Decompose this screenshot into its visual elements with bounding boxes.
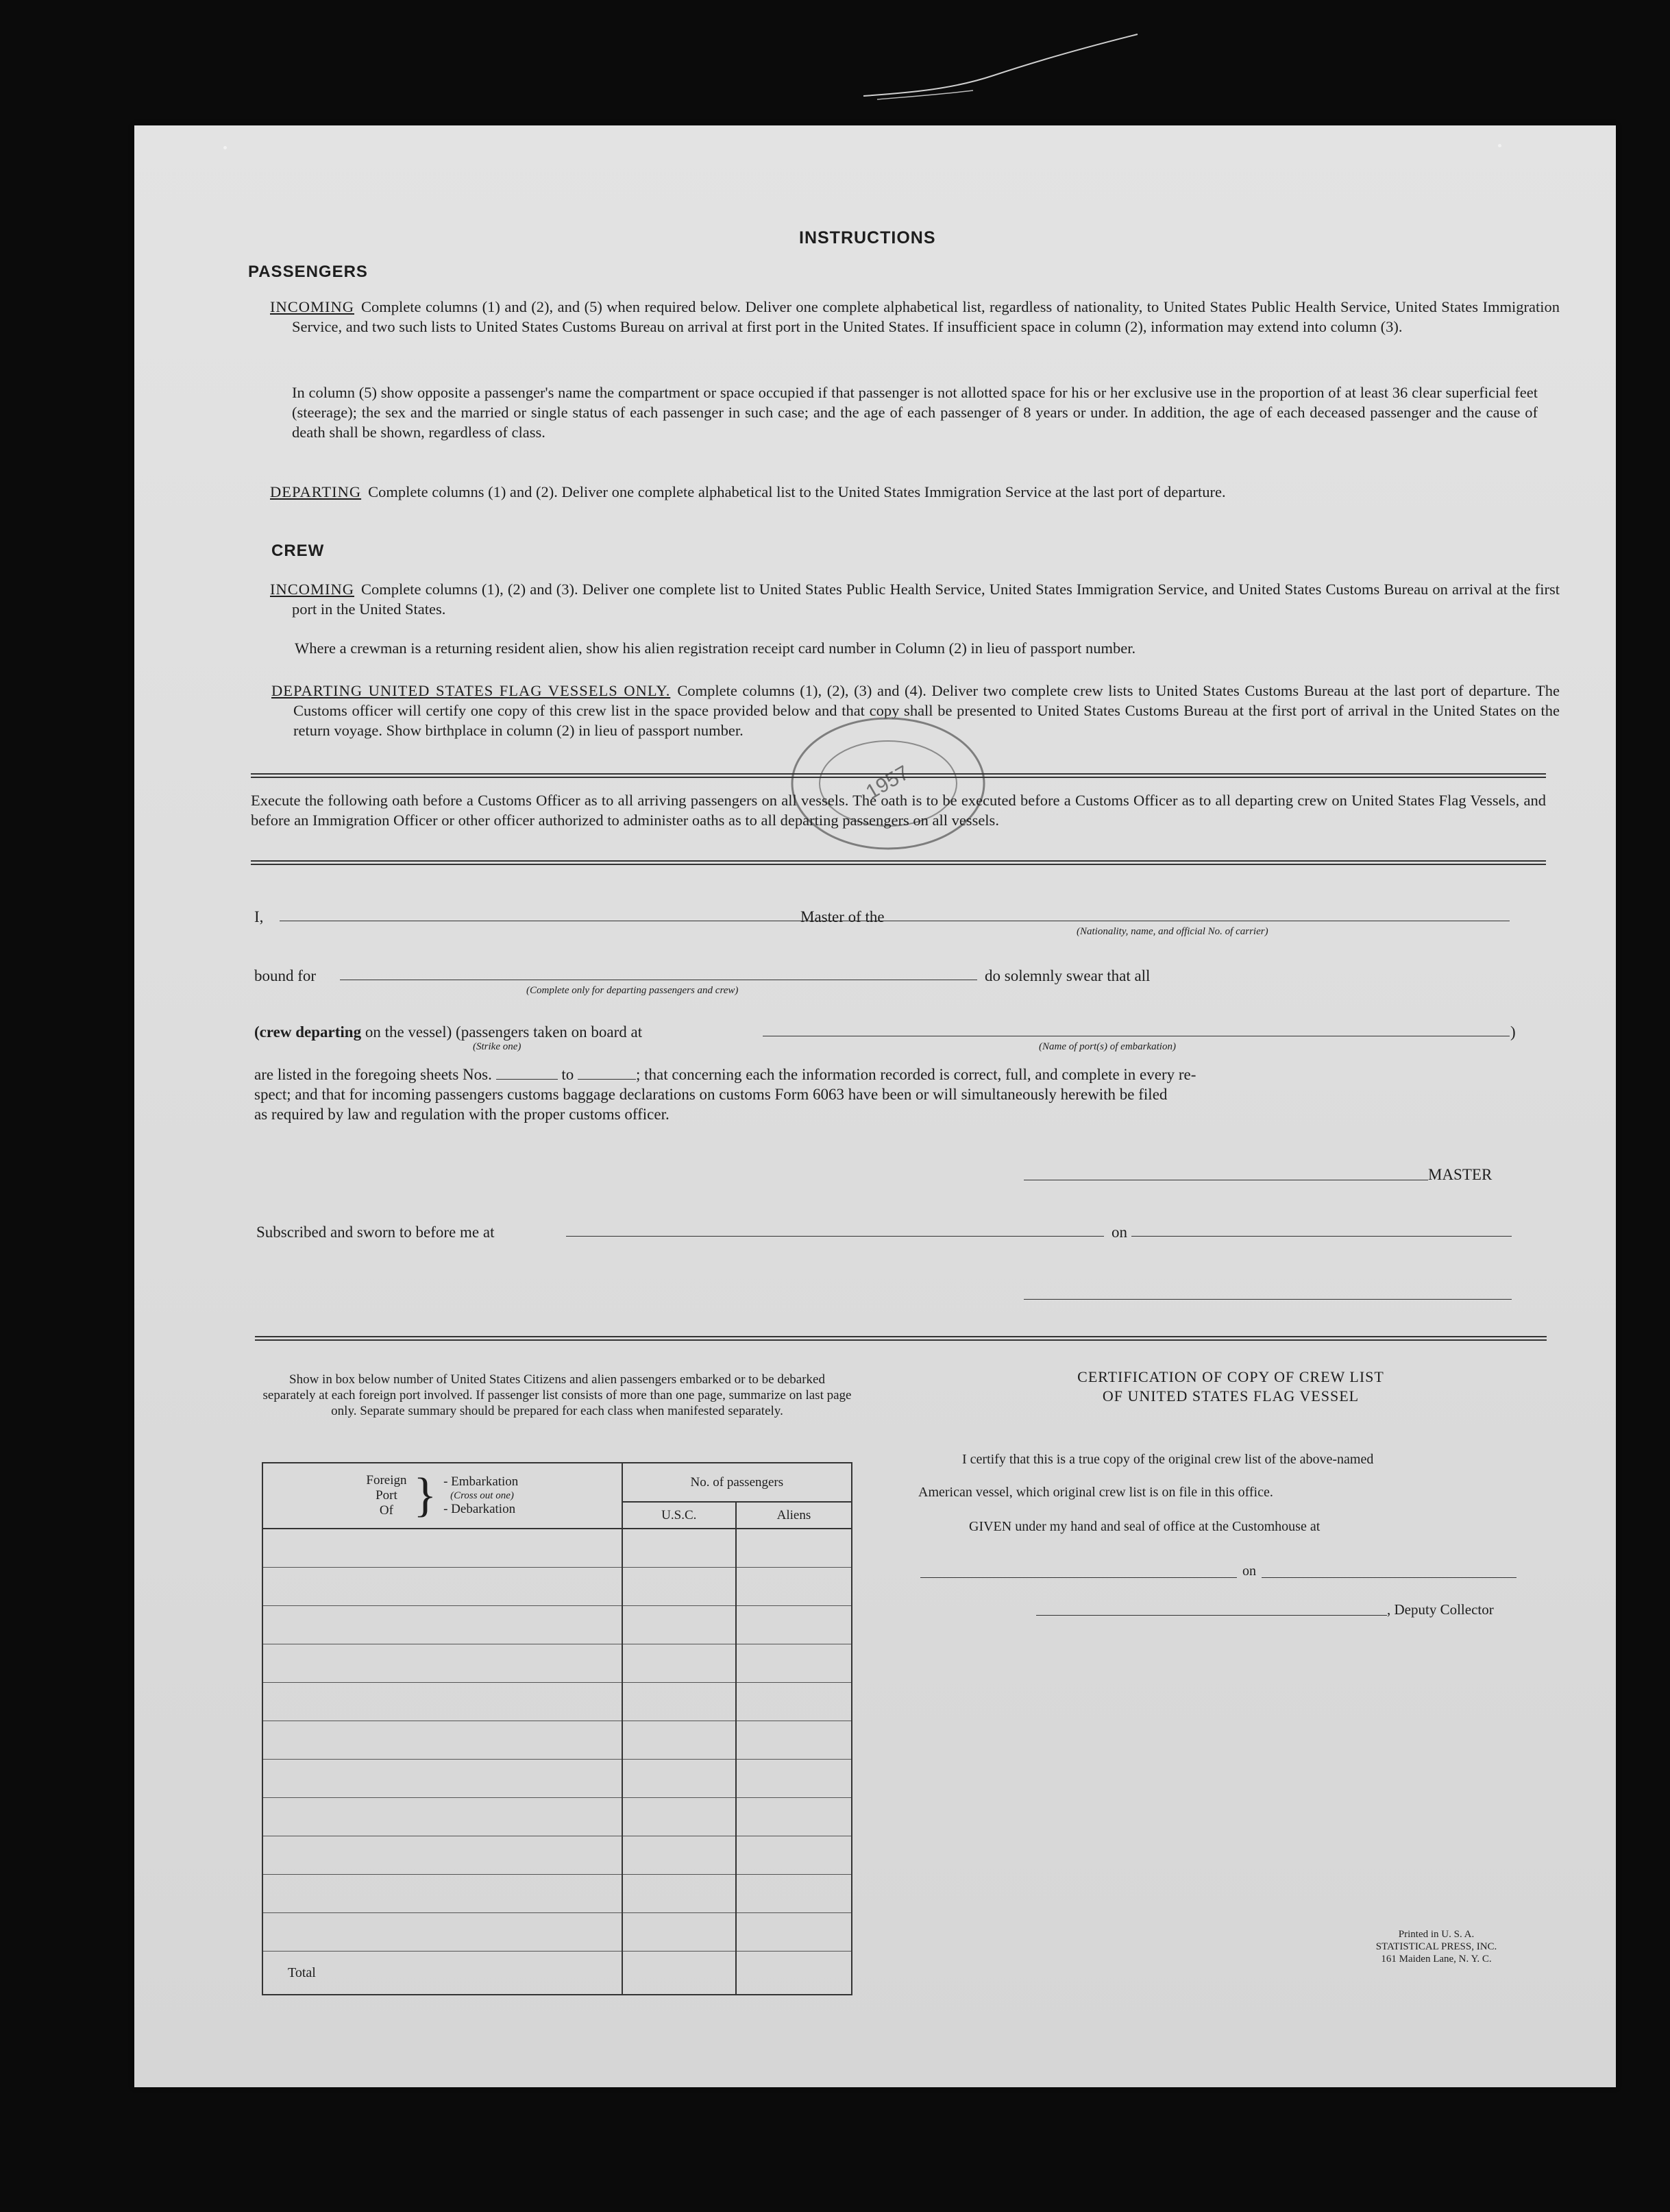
- section-divider: [251, 860, 1546, 865]
- crew-incoming-text: Complete columns (1), (2) and (3). Deliver one complete list to United States Public Health Service, United States Immigration Service, and United States Customs Bureau on arrival at the first port in the United States.: [292, 581, 1560, 618]
- sworn-on-label: on: [1112, 1224, 1127, 1241]
- usc-header: U.S.C.: [622, 1502, 736, 1529]
- on-the-vessel-text: on the vessel) (passengers taken on board at: [365, 1023, 643, 1041]
- section-divider: [255, 1336, 1547, 1341]
- summary-row: [262, 1875, 852, 1913]
- aliens-cell[interactable]: [736, 1721, 852, 1760]
- port-cell[interactable]: [262, 1683, 622, 1721]
- aliens-cell[interactable]: [736, 1913, 852, 1952]
- summary-row: [262, 1568, 852, 1606]
- total-label: Total: [262, 1952, 622, 1995]
- summary-row: [262, 1798, 852, 1836]
- usc-cell[interactable]: [622, 1798, 736, 1836]
- usc-cell[interactable]: [622, 1721, 736, 1760]
- summary-row: [262, 1721, 852, 1760]
- printer-line2: STATISTICAL PRESS, INC.: [1375, 1941, 1497, 1952]
- summary-row: [262, 1836, 852, 1875]
- close-paren: ): [1510, 1023, 1516, 1041]
- total-usc-cell[interactable]: [622, 1952, 736, 1995]
- crew-passenger-line: [254, 1023, 642, 1041]
- master-label: MASTER: [1428, 1166, 1493, 1183]
- usc-cell[interactable]: [622, 1836, 736, 1875]
- aliens-header: Aliens: [736, 1502, 852, 1529]
- aliens-cell[interactable]: [736, 1798, 852, 1836]
- usc-cell[interactable]: [622, 1529, 736, 1568]
- foreign-port-of-label: [366, 1473, 406, 1518]
- crew-heading: CREW: [271, 542, 325, 560]
- aliens-cell[interactable]: [736, 1760, 852, 1798]
- listed-line-1: [254, 1066, 1196, 1084]
- debarkation-label[interactable]: - Debarkation: [443, 1502, 516, 1516]
- port-cell[interactable]: [262, 1529, 622, 1568]
- crew-departing-text: Complete columns (1), (2), (3) and (4). Deliver two complete crew lists to United States Customs Bureau at the last port of departure. The Customs officer will certify one copy of this crew list in the space provided below and that copy shall be presented to United States Customs Bureau at the first port of arrival in the United States on the return voyage. Show birthplace in column (2) in lieu of passport number.: [293, 682, 1560, 739]
- column5-paragraph: In column (5) show opposite a passenger's name the compartment or space occupied if that passenger is not allotted space for his or her exclusive use in the proportion of at least 36 clear superficial feet (steerage); the sex and the married or single status of each passenger in such case; and the age of each passenger of 8 years or under. In addition, the age of each deceased passenger and the cause of death shall be shown, regardless of class.: [292, 384, 1538, 441]
- master-of-the-label: Master of the: [800, 908, 885, 925]
- pencil-scrawl: [857, 27, 1144, 110]
- subscribed-label: Subscribed and sworn to before me at: [256, 1224, 495, 1241]
- listed-text-1: are listed in the foregoing sheets Nos.: [254, 1066, 492, 1083]
- port-cell[interactable]: [262, 1913, 622, 1952]
- port-cell[interactable]: [262, 1644, 622, 1683]
- usc-cell[interactable]: [622, 1606, 736, 1644]
- embarkation-label[interactable]: - Embarkation: [443, 1474, 519, 1489]
- certification-title-line1: CERTIFICATION OF COPY OF CREW LIST: [1077, 1368, 1384, 1385]
- usc-cell[interactable]: [622, 1760, 736, 1798]
- certification-title: [1025, 1368, 1436, 1406]
- cross-out-caption: (Cross out one): [450, 1490, 514, 1501]
- aliens-cell[interactable]: [736, 1529, 852, 1568]
- aliens-cell[interactable]: [736, 1683, 852, 1721]
- crew-incoming-paragraph: [270, 579, 1560, 619]
- strike-one-caption: (Strike one): [473, 1041, 521, 1052]
- foreign-port-header: [262, 1463, 622, 1529]
- brace-icon: }: [413, 1469, 437, 1522]
- usc-cell[interactable]: [622, 1568, 736, 1606]
- summary-row: [262, 1760, 852, 1798]
- certification-date-field[interactable]: [1262, 1577, 1516, 1578]
- port-cell[interactable]: [262, 1760, 622, 1798]
- sworn-place-field[interactable]: [566, 1236, 1104, 1237]
- bound-for-caption: (Complete only for departing passengers and crew): [526, 985, 739, 996]
- to-text: to: [561, 1066, 574, 1083]
- aliens-cell[interactable]: [736, 1644, 852, 1683]
- passengers-incoming-paragraph: [270, 297, 1560, 337]
- certification-title-line2: OF UNITED STATES FLAG VESSEL: [1102, 1387, 1360, 1405]
- passengers-incoming-label: INCOMING: [270, 298, 354, 315]
- port-label: Port: [376, 1488, 397, 1503]
- aliens-cell[interactable]: [736, 1568, 852, 1606]
- passengers-departing-paragraph: [270, 482, 1560, 502]
- crew-incoming-label: INCOMING: [270, 581, 354, 598]
- deputy-signature-field[interactable]: [1036, 1615, 1387, 1616]
- listed-text-2: ; that concerning each the information recorded is correct, full, and complete in every re-: [635, 1066, 1196, 1083]
- crewman-paragraph: Where a crewman is a returning resident alien, show his alien registration receipt card number in Column (2) in lieu of passport number.: [295, 640, 1136, 657]
- total-aliens-cell[interactable]: [736, 1952, 852, 1995]
- printer-line3: 161 Maiden Lane, N. Y. C.: [1381, 1954, 1492, 1965]
- passenger-summary-table: [262, 1462, 852, 1995]
- solemnly-swear-text: do solemnly swear that all: [985, 967, 1151, 984]
- aliens-cell[interactable]: [736, 1875, 852, 1913]
- bound-for-label: bound for: [254, 967, 317, 984]
- sheet-from-field[interactable]: [496, 1079, 558, 1080]
- summary-note: Show in box below number of United States Citizens and alien passengers embarked or to be debarked separately at each foreign port involved. If passenger list consists of more than one page, summarize on last page only. Separate summary should be prepared for each class when manifested separately.: [262, 1372, 852, 1418]
- usc-cell[interactable]: [622, 1683, 736, 1721]
- summary-row: [262, 1913, 852, 1952]
- aliens-cell[interactable]: [736, 1606, 852, 1644]
- port-cell[interactable]: [262, 1875, 622, 1913]
- received-stamp: [772, 708, 1005, 859]
- printer-line1: Printed in U. S. A.: [1398, 1929, 1475, 1940]
- of-label: Of: [379, 1503, 393, 1518]
- sheet-to-field[interactable]: [578, 1079, 636, 1080]
- officer-signature-field[interactable]: [1024, 1299, 1512, 1300]
- carrier-caption: (Nationality, name, and official No. of carrier): [1077, 926, 1268, 937]
- certify-line-2: American vessel, which original crew list is on file in this office.: [918, 1485, 1273, 1500]
- foreign-label: Foreign: [366, 1473, 407, 1487]
- port-cell[interactable]: [262, 1836, 622, 1875]
- given-line: GIVEN under my hand and seal of office at the Customhouse at: [969, 1519, 1321, 1534]
- summary-row: [262, 1644, 852, 1683]
- port-cell[interactable]: [262, 1606, 622, 1644]
- oath-instruction: Execute the following oath before a Customs Officer as to all arriving passengers on all vessels. The oath is to be executed before a Customs Officer as to all departing crew on United States Flag Vessels, and before an Immigration Officer or other officer authorized to administer oaths as to all departing passengers on all vessels.: [251, 792, 1546, 829]
- aliens-cell[interactable]: [736, 1836, 852, 1875]
- document-page: [134, 125, 1616, 2087]
- instructions-title: INSTRUCTIONS: [799, 228, 936, 247]
- sworn-date-field[interactable]: [1131, 1236, 1512, 1237]
- listed-line-2: spect; and that for incoming passengers customs baggage declarations on customs Form 6063 have been or will simultaneously herewith be filed: [254, 1086, 1168, 1103]
- section-divider: [251, 773, 1546, 778]
- ports-caption: (Name of port(s) of embarkation): [1039, 1041, 1176, 1052]
- summary-row: [262, 1606, 852, 1644]
- passengers-heading: PASSENGERS: [248, 263, 368, 281]
- port-cell[interactable]: [262, 1798, 622, 1836]
- printer-imprint: [1299, 1928, 1573, 1965]
- certification-on-label: on: [1242, 1564, 1256, 1579]
- deputy-collector-label: , Deputy Collector: [1387, 1601, 1494, 1618]
- svg-text:1957: 1957: [862, 761, 913, 804]
- port-cell[interactable]: [262, 1721, 622, 1760]
- passengers-departing-label: DEPARTING: [270, 483, 362, 500]
- usc-cell[interactable]: [622, 1644, 736, 1683]
- usc-cell[interactable]: [622, 1913, 736, 1952]
- summary-row: [262, 1529, 852, 1568]
- crew-departing-bold: (crew departing: [254, 1023, 362, 1041]
- passengers-incoming-text: Complete columns (1) and (2), and (5) when required below. Deliver one complete alphabetical list, regardless of nationality, to United States Public Health Service, United States Immigration Service, and two such lists to United States Customs Bureau on arrival at first port in the United States. If insufficient space in column (2), information may extend into column (3).: [292, 298, 1560, 335]
- oath-i-label: I,: [254, 908, 264, 925]
- listed-line-3: as required by law and regulation with the proper customs officer.: [254, 1106, 670, 1123]
- passengers-departing-text: Complete columns (1) and (2). Deliver one complete alphabetical list to the United States Immigration Service at the last port of departure.: [368, 483, 1226, 500]
- customhouse-field[interactable]: [920, 1577, 1237, 1578]
- certify-line-1: I certify that this is a true copy of the original crew list of the above-named: [962, 1452, 1374, 1467]
- usc-cell[interactable]: [622, 1875, 736, 1913]
- summary-row: [262, 1683, 852, 1721]
- port-cell[interactable]: [262, 1568, 622, 1606]
- crew-departing-label: DEPARTING UNITED STATES FLAG VESSELS ONLY.: [271, 682, 671, 699]
- no-of-passengers-header: No. of passengers: [622, 1463, 852, 1502]
